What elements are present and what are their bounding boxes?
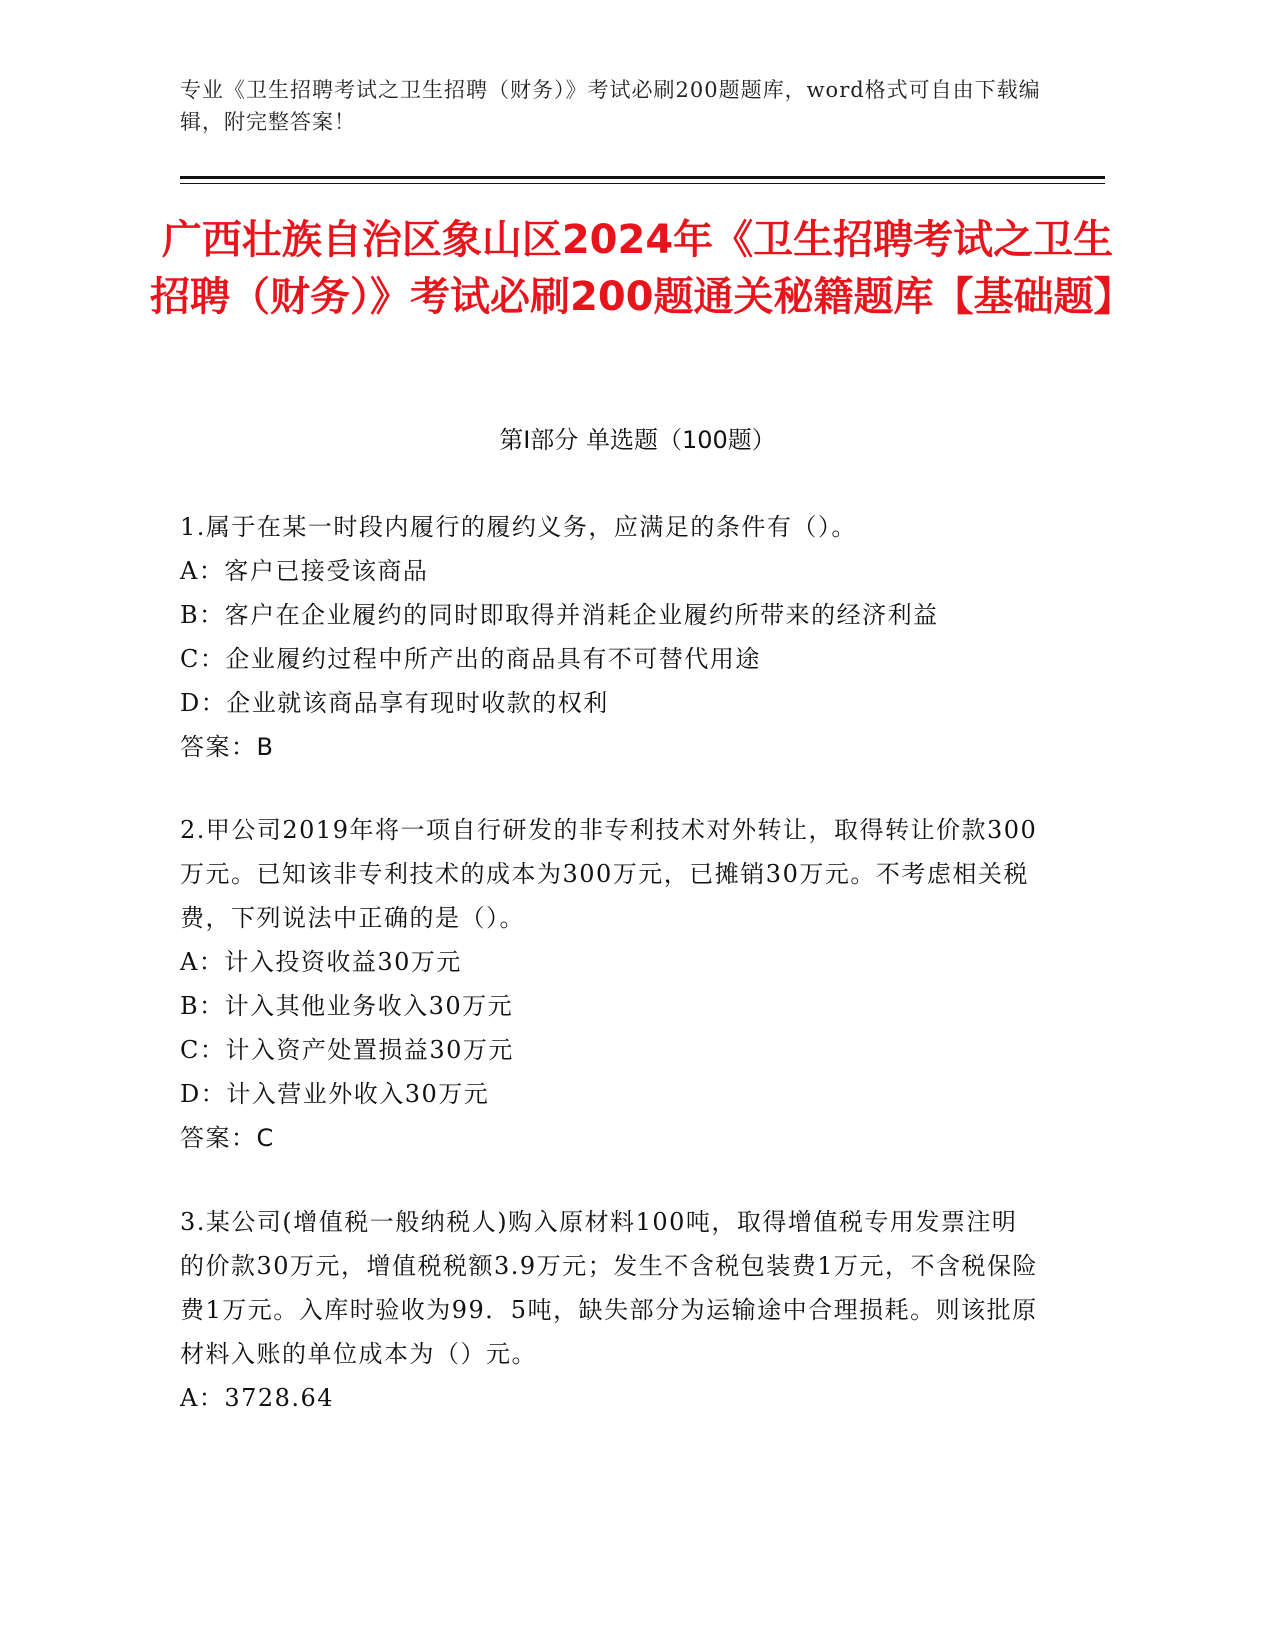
answer: 答案：B	[180, 733, 275, 761]
option-a: A：3728.64	[180, 1384, 335, 1412]
option-a: A：计入投资收益30万元	[180, 948, 462, 976]
section-heading: 第Ⅰ部分 单选题（100题）	[499, 426, 776, 454]
option-c: C：企业履约过程中所产出的商品具有不可替代用途	[180, 645, 761, 673]
question-3	[180, 1200, 1040, 1420]
header-divider-thin	[180, 183, 1105, 184]
question-1	[180, 505, 1040, 769]
question-stem: 2.甲公司2019年将一项自行研发的非专利技术对外转让，取得转让价款300万元。已知该非专利技术的成本为300万元，已摊销30万元。不考虑相关税费，下列说法中正确的是（）。	[180, 816, 1038, 932]
question-stem: 3.某公司(增值税一般纳税人)购入原材料100吨，取得增值税专用发票注明的价款30万元，增值税税额3.9万元；发生不含税包装费1万元，不含税保险费1万元。入库时验收为99．5吨，缺失部分为运输途中合理损耗。则该批原材料入账的单位成本为（）元。	[180, 1208, 1038, 1368]
question-stem: 1.属于在某一时段内履行的履约义务，应满足的条件有（）。	[180, 513, 857, 541]
header-divider-thick	[180, 176, 1105, 179]
document-title: 广西壮族自治区象山区2024年《卫生招聘考试之卫生招聘（财务）》考试必刷200题通关秘籍题库【基础题】	[150, 217, 1134, 320]
option-c: C：计入资产处置损益30万元	[180, 1036, 514, 1064]
option-b: B：客户在企业履约的同时即取得并消耗企业履约所带来的经济利益	[180, 601, 939, 629]
question-2	[180, 808, 1040, 1160]
answer: 答案：C	[180, 1124, 275, 1152]
header-note: 专业《卫生招聘考试之卫生招聘（财务）》考试必刷200题题库，word格式可自由下载编辑，附完整答案！	[180, 78, 1041, 134]
option-b: B：计入其他业务收入30万元	[180, 992, 514, 1020]
option-d: D：企业就该商品享有现时收款的权利	[180, 689, 609, 717]
option-d: D：计入营业外收入30万元	[180, 1080, 490, 1108]
option-a: A：客户已接受该商品	[180, 557, 429, 585]
